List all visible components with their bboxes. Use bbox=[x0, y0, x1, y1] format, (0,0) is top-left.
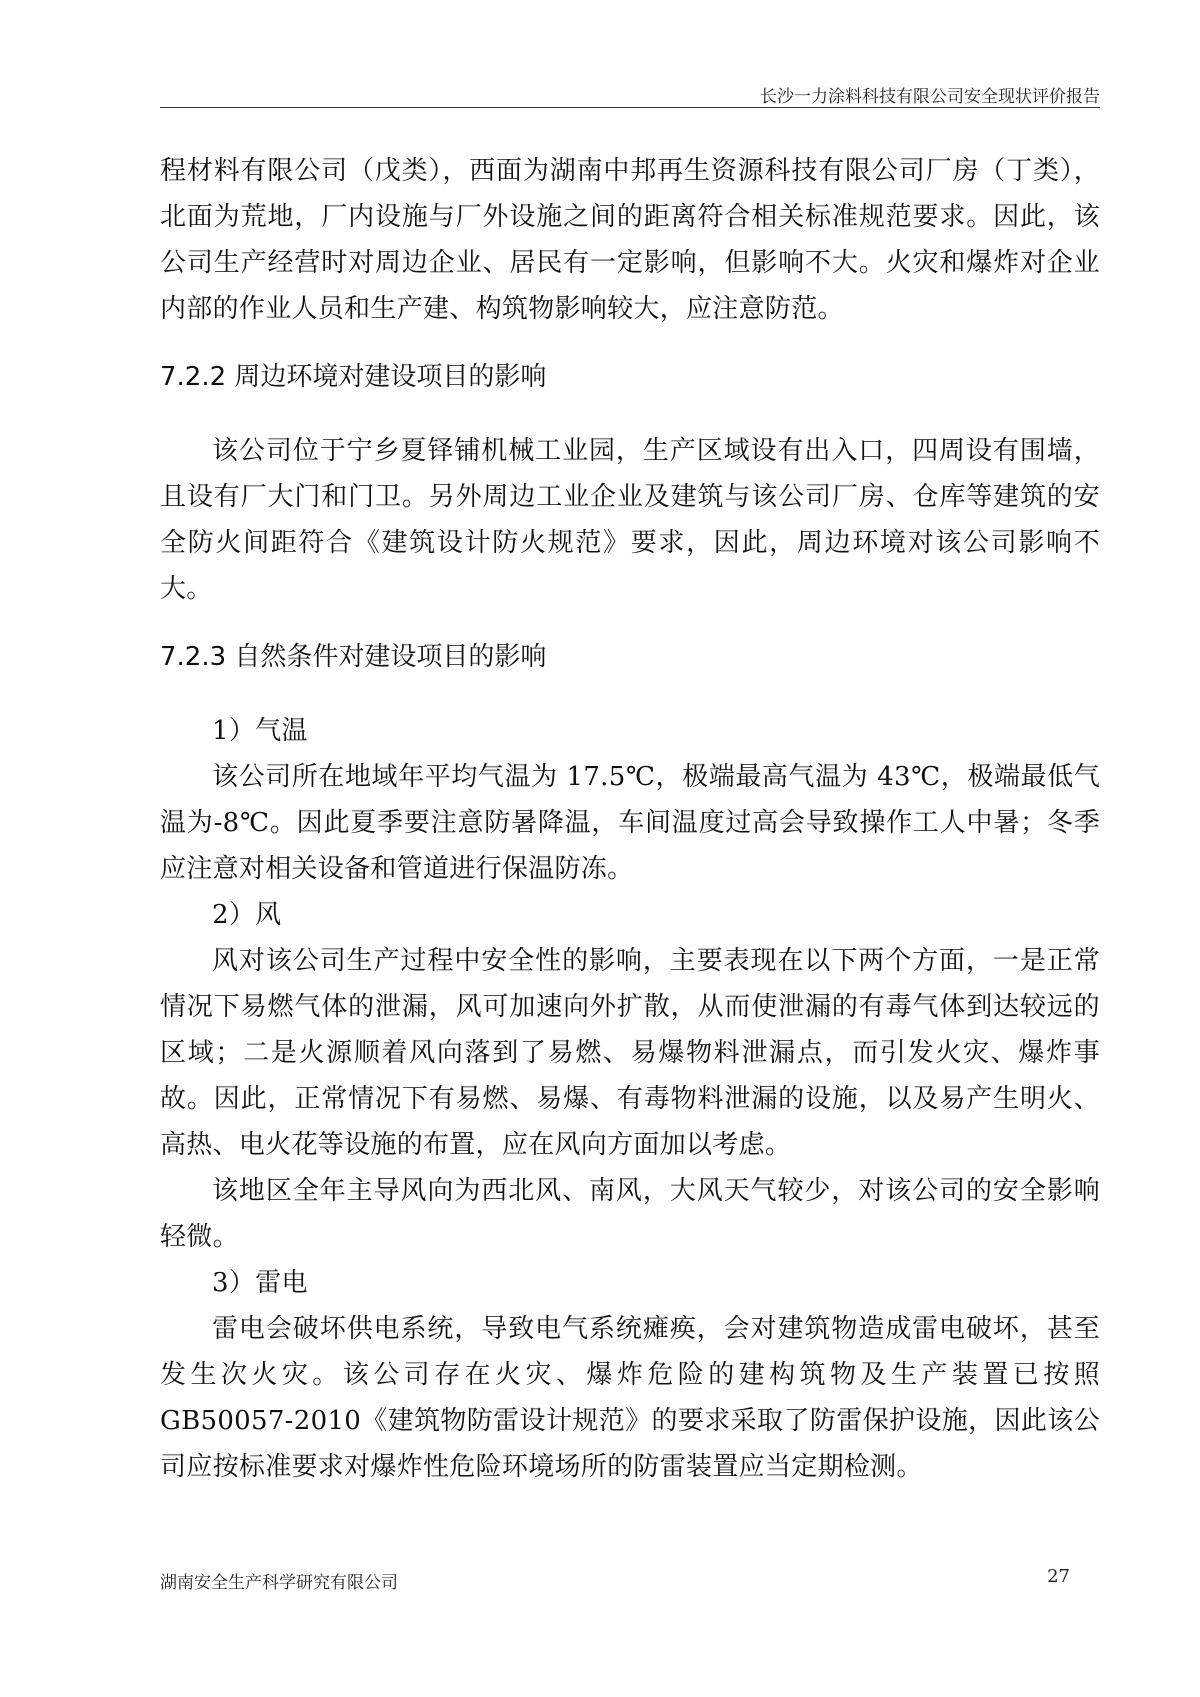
subheading-lightning: 3）雷电 bbox=[212, 1268, 308, 1298]
subheading-temperature: 1）气温 bbox=[212, 716, 308, 746]
page-content bbox=[160, 148, 1100, 1490]
paragraph-lightning: 雷电会破坏供电系统，导致电气系统瘫痪，会对建筑物造成雷电破坏，甚至发生次火灾。该公司存在火灾、爆炸危险的建构筑物及生产装置已按照GB50057-2010《建筑物防雷设计规范》的要求采取了防雷保护设施，因此该公司应按标准要求对爆炸性危险环境场所的防雷装置应当定期检测。 bbox=[160, 1314, 1100, 1482]
section-heading-7-2-3: 7.2.3 自然条件对建设项目的影响 bbox=[160, 642, 547, 672]
paragraph-wind: 风对该公司生产过程中安全性的影响，主要表现在以下两个方面，一是正常情况下易燃气体的泄漏，风可加速向外扩散，从而使泄漏的有毒气体到达较远的区域；二是火源顺着风向落到了易燃、易爆物料泄漏点，而引发火灾、爆炸事故。因此，正常情况下有易燃、易爆、有毒物料泄漏的设施，以及易产生明火、高热、电火花等设施的布置，应在风向方面加以考虑。 bbox=[160, 946, 1100, 1160]
section-heading-7-2-2: 7.2.2 周边环境对建设项目的影响 bbox=[160, 362, 547, 392]
header-rule bbox=[160, 107, 1100, 108]
footer-organization: 湖南安全生产科学研究有限公司 bbox=[160, 1573, 398, 1593]
subheading-wind: 2）风 bbox=[212, 900, 282, 930]
paragraph-wind-direction: 该地区全年主导风向为西北风、南风，大风天气较少，对该公司的安全影响轻微。 bbox=[160, 1176, 1100, 1252]
page-number: 27 bbox=[1047, 1566, 1070, 1587]
running-header: 长沙一力涂料科技有限公司安全现状评价报告 bbox=[760, 87, 1100, 107]
paragraph-temperature: 该公司所在地域年平均气温为 17.5℃，极端最高气温为 43℃，极端最低气温为-8℃。因此夏季要注意防暑降温，车间温度过高会导致操作工人中暑；冬季应注意对相关设备和管道进行保温防冻。 bbox=[160, 762, 1100, 884]
paragraph-surroundings: 该公司位于宁乡夏铎铺机械工业园，生产区域设有出入口，四周设有围墙，且设有厂大门和门卫。另外周边工业企业及建筑与该公司厂房、仓库等建筑的安全防火间距符合《建筑设计防火规范》要求，因此，周边环境对该公司影响不大。 bbox=[160, 436, 1100, 604]
paragraph-continuation: 程材料有限公司（戊类），西面为湖南中邦再生资源科技有限公司厂房（丁类），北面为荒地，厂内设施与厂外设施之间的距离符合相关标准规范要求。因此，该公司生产经营时对周边企业、居民有一定影响，但影响不大。火灾和爆炸对企业内部的作业人员和生产建、构筑物影响较大，应注意防范。 bbox=[160, 156, 1100, 324]
